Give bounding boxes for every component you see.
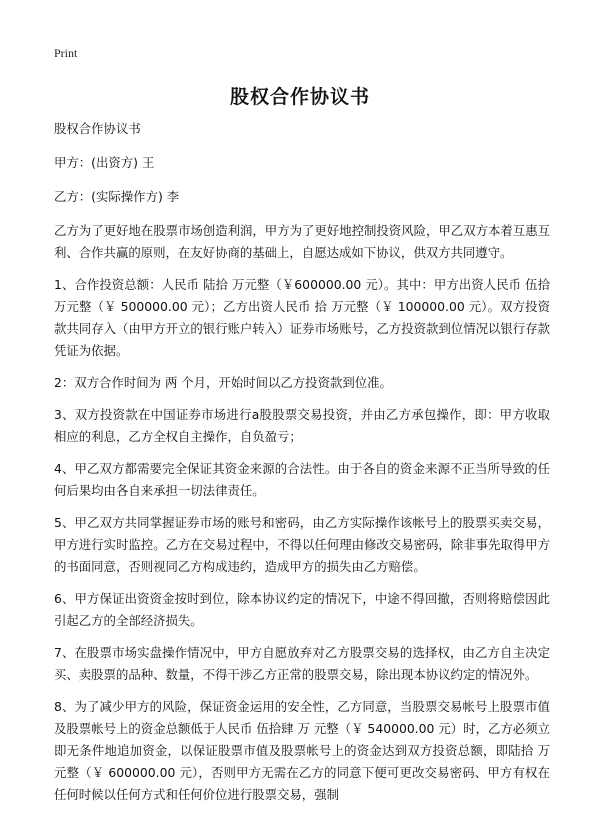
clause-6: 6、甲方保证出资资金按时到位，除本协议约定的情况下，中途不得回撤，否则将赔偿因此引起乙方的全部经济损失。 bbox=[54, 591, 550, 628]
print-link[interactable]: Print bbox=[54, 46, 78, 60]
preamble-paragraph: 乙方为了更好地在股票市场创造利润，甲方为了更好地控制投资风险，甲乙双方本着互惠互利、合作共赢的原则，在友好协商的基础上，自愿达成如下协议，供双方共同遵守。 bbox=[54, 223, 550, 260]
party-b-line: 乙方：(实际操作方) 李 bbox=[54, 189, 180, 204]
clause-7: 7、在股票市场实盘操作情况中，甲方自愿放弃对乙方股票交易的选择权，由乙方自主决定买、卖股票的品种、数量，不得干涉乙方正常的股票交易，除出现本协议约定的情况外。 bbox=[54, 645, 550, 682]
clause-8: 8、为了减少甲方的风险，保证资金运用的安全性，乙方同意，当股票交易帐号上股票市值及股票帐号上的资金总额低于人民币 伍拾肆 万 元整（￥ 540000.00 元）时，乙方必须立即无条件地追加资金，以保证股票市值及股票帐号上的资金达到双方投资总额，即陆拾 万元整（￥ 600000.00 元），否则甲方无需在乙方的同意下便可更改交易密码、甲方有权在任何时候以任何方式和任何价位进行股票交易，强制 bbox=[54, 699, 550, 802]
clause-2: 2：双方合作时间为 两 个月，开始时间以乙方投资款到位准。 bbox=[54, 375, 392, 390]
clause-5: 5、甲乙双方共同掌握证券市场的账号和密码，由乙方实际操作该帐号上的股票买卖交易，甲方进行实时监控。乙方在交易过程中，不得以任何理由修改交易密码，除非事先取得甲方的书面同意，否则视同乙方构成违约，造成甲方的损失由乙方赔偿。 bbox=[54, 515, 550, 574]
document-subtitle: 股权合作协议书 bbox=[54, 121, 141, 136]
party-a-line: 甲方：(出资方) 王 bbox=[54, 155, 155, 170]
clause-4: 4、甲乙双方都需要完全保证其资金来源的合法性。由于各自的资金来源不正当所导致的任何后果均由各自来承担一切法律责任。 bbox=[54, 461, 550, 498]
document-title: 股权合作协议书 bbox=[229, 86, 370, 108]
document-body bbox=[54, 118, 550, 816]
clause-1: 1、合作投资总额：人民币 陆拾 万元整（￥600000.00 元）。其中：甲方出资人民币 伍拾 万元整（￥ 500000.00 元）；乙方出资人民币 拾 万元整（￥ 100000.00 元）。双方投资款共同存入（由甲方开立的银行账户转入）证券市场账号，乙方投资款到位情况以银行存款凭证为依据。 bbox=[54, 277, 550, 358]
clause-3: 3、双方投资款在中国证券市场进行a股股票交易投资，并由乙方承包操作，即：甲方收取相应的利息，乙方全权自主操作，自负盈亏； bbox=[54, 407, 550, 444]
